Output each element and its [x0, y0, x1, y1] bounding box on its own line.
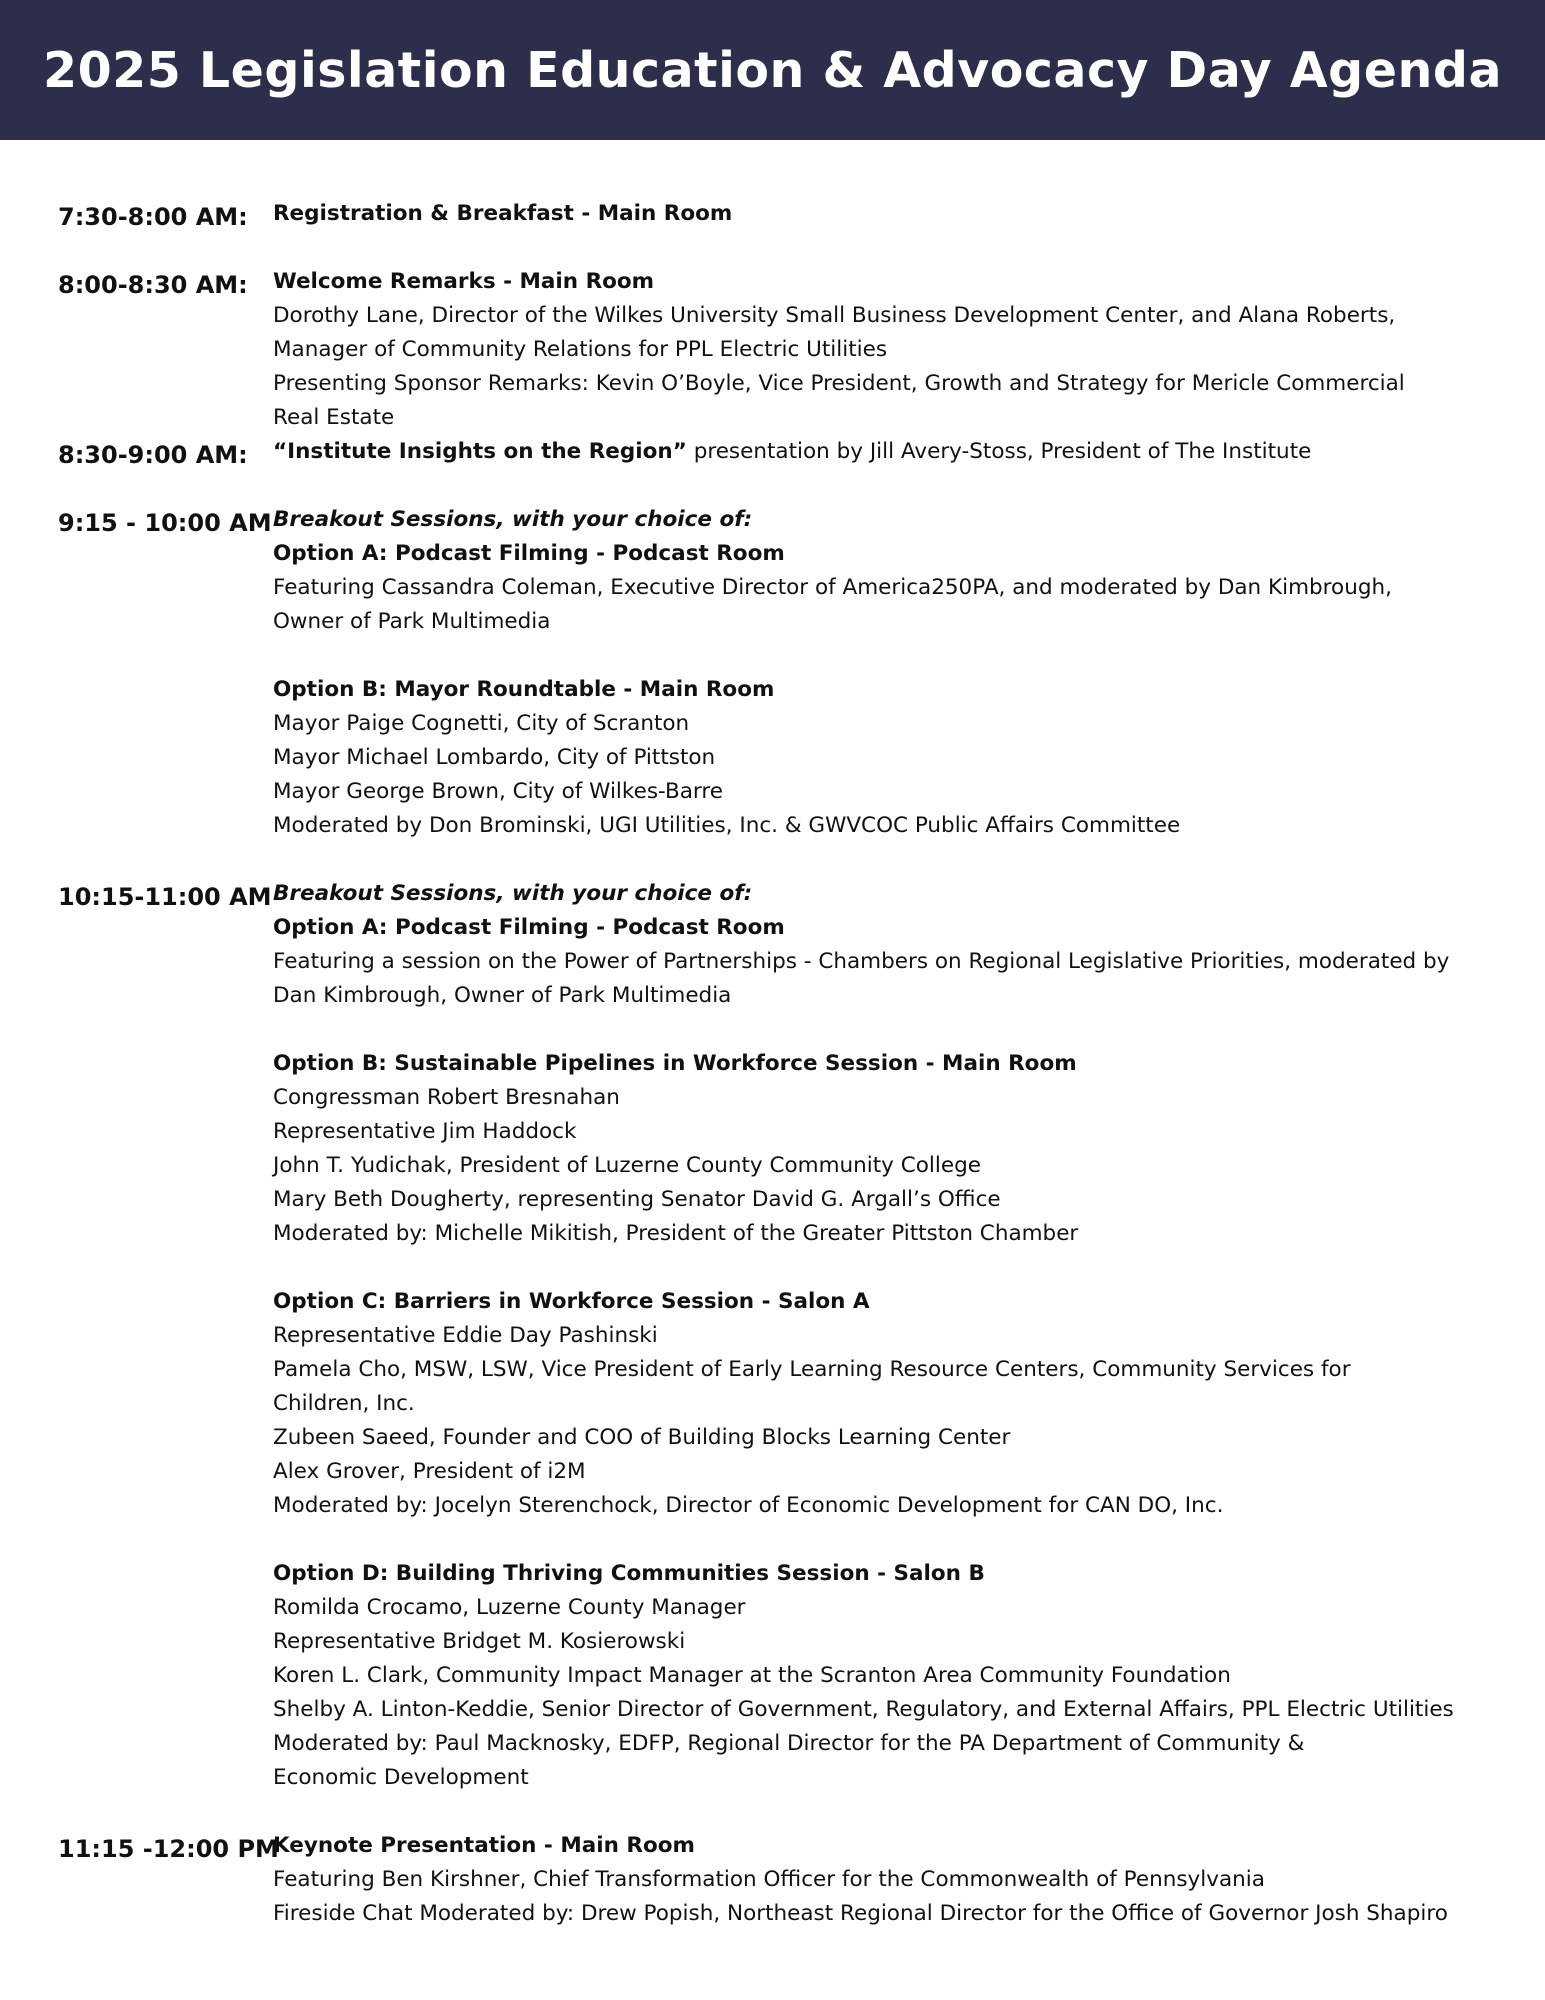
slot-time: 8:00-8:30 AM: — [58, 271, 248, 299]
option-line: Congressman Robert Bresnahan — [273, 1085, 620, 1110]
page-header — [0, 0, 1545, 140]
slot-content — [273, 435, 1498, 469]
slot-line: Dorothy Lane, Director of the Wilkes University Small Business Development Center, and Alana Roberts, — [273, 303, 1396, 328]
agenda-slot — [58, 435, 1498, 469]
slot-line: Featuring Ben Kirshner, Chief Transformation Officer for the Commonwealth of Pennsylvania — [273, 1867, 1265, 1892]
breakout-option — [273, 1557, 1498, 1795]
slot-line: Manager of Community Relations for PPL Electric Utilities — [273, 337, 888, 362]
breakout-option — [273, 877, 1498, 1013]
option-line: Economic Development — [273, 1765, 529, 1790]
slot-heading: Welcome Remarks - Main Room — [273, 269, 655, 294]
option-line: Representative Jim Haddock — [273, 1119, 577, 1144]
page-title: 2025 Legislation Education & Advocacy Day Agenda — [42, 41, 1503, 99]
option-line: Mayor George Brown, City of Wilkes-Barre — [273, 779, 723, 804]
slot-heading: Registration & Breakfast - Main Room — [273, 201, 733, 226]
agenda-slot — [58, 877, 1498, 1795]
breakout-option — [273, 1285, 1498, 1523]
slot-content — [273, 197, 1498, 231]
option-heading: Option A: Podcast Filming - Podcast Room — [273, 541, 785, 566]
option-line: John T. Yudichak, President of Luzerne County Community College — [273, 1153, 981, 1178]
option-line: Shelby A. Linton-Keddie, Senior Director of Government, Regulatory, and External Affairs, PPL Electric Utilities — [273, 1697, 1454, 1722]
option-line: Mayor Michael Lombardo, City of Pittston — [273, 745, 716, 770]
agenda-slot — [58, 1829, 1498, 1931]
agenda-slot — [58, 503, 1498, 843]
option-line: Zubeen Saeed, Founder and COO of Building Blocks Learning Center — [273, 1425, 1011, 1450]
option-line: Moderated by: Michelle Mikitish, President of the Greater Pittston Chamber — [273, 1221, 1079, 1246]
presentation-title: “Institute Insights on the Region” — [273, 439, 687, 464]
option-line: Moderated by Don Brominski, UGI Utilities, Inc. & GWVCOC Public Affairs Committee — [273, 813, 1181, 838]
option-line: Representative Bridget M. Kosierowski — [273, 1629, 686, 1654]
slot-content — [273, 265, 1498, 435]
slot-time: 10:15-11:00 AM — [58, 883, 272, 911]
breakout-option — [273, 503, 1498, 639]
option-heading: Option B: Sustainable Pipelines in Workforce Session - Main Room — [273, 1051, 1077, 1076]
agenda-list — [58, 197, 1498, 1931]
option-line: Children, Inc. — [273, 1391, 415, 1416]
option-line: Dan Kimbrough, Owner of Park Multimedia — [273, 983, 732, 1008]
option-line: Mayor Paige Cognetti, City of Scranton — [273, 711, 690, 736]
slot-time: 8:30-9:00 AM: — [58, 441, 248, 469]
option-line: Mary Beth Dougherty, representing Senator David G. Argall’s Office — [273, 1187, 1001, 1212]
slot-line: Real Estate — [273, 405, 395, 430]
breakout-option — [273, 1047, 1498, 1251]
breakout-option — [273, 673, 1498, 843]
agenda-slot — [58, 265, 1498, 435]
option-heading: Option B: Mayor Roundtable - Main Room — [273, 677, 775, 702]
option-line: Representative Eddie Day Pashinski — [273, 1323, 658, 1348]
option-line: Featuring Cassandra Coleman, Executive Director of America250PA, and moderated by Dan Kimbrough, — [273, 575, 1392, 600]
presentation-detail: presentation by Jill Avery-Stoss, President of The Institute — [686, 439, 1312, 464]
slot-time: 11:15 -12:00 PM — [58, 1835, 279, 1863]
slot-time: 9:15 - 10:00 AM — [58, 509, 272, 537]
slot-heading: Keynote Presentation - Main Room — [273, 1833, 695, 1858]
option-heading: Option A: Podcast Filming - Podcast Room — [273, 915, 785, 940]
option-line: Romilda Crocamo, Luzerne County Manager — [273, 1595, 746, 1620]
slot-line: Presenting Sponsor Remarks: Kevin O’Boyle, Vice President, Growth and Strategy for Mericle Commercial — [273, 371, 1405, 396]
slot-line — [273, 435, 1498, 469]
option-heading: Option C: Barriers in Workforce Session - Salon A — [273, 1289, 870, 1314]
breakout-intro: Breakout Sessions, with your choice of: — [273, 507, 753, 532]
slot-content — [273, 503, 1498, 843]
breakout-intro: Breakout Sessions, with your choice of: — [273, 881, 753, 906]
slot-line: Fireside Chat Moderated by: Drew Popish, Northeast Regional Director for the Office of Governor Josh Shapiro — [273, 1901, 1448, 1926]
option-line: Owner of Park Multimedia — [273, 609, 551, 634]
slot-content — [273, 877, 1498, 1795]
slot-time: 7:30-8:00 AM: — [58, 203, 248, 231]
option-line: Alex Grover, President of i2M — [273, 1459, 586, 1484]
option-line: Pamela Cho, MSW, LSW, Vice President of Early Learning Resource Centers, Community Services for — [273, 1357, 1351, 1382]
option-heading: Option D: Building Thriving Communities Session - Salon B — [273, 1561, 985, 1586]
option-line: Koren L. Clark, Community Impact Manager at the Scranton Area Community Foundation — [273, 1663, 1231, 1688]
option-line: Moderated by: Paul Macknosky, EDFP, Regional Director for the PA Department of Community & — [273, 1731, 1305, 1756]
option-line: Moderated by: Jocelyn Sterenchock, Director of Economic Development for CAN DO, Inc. — [273, 1493, 1224, 1518]
slot-content — [273, 1829, 1498, 1931]
agenda-slot — [58, 197, 1498, 231]
option-line: Featuring a session on the Power of Partnerships - Chambers on Regional Legislative Priorities, moderated by — [273, 949, 1450, 974]
